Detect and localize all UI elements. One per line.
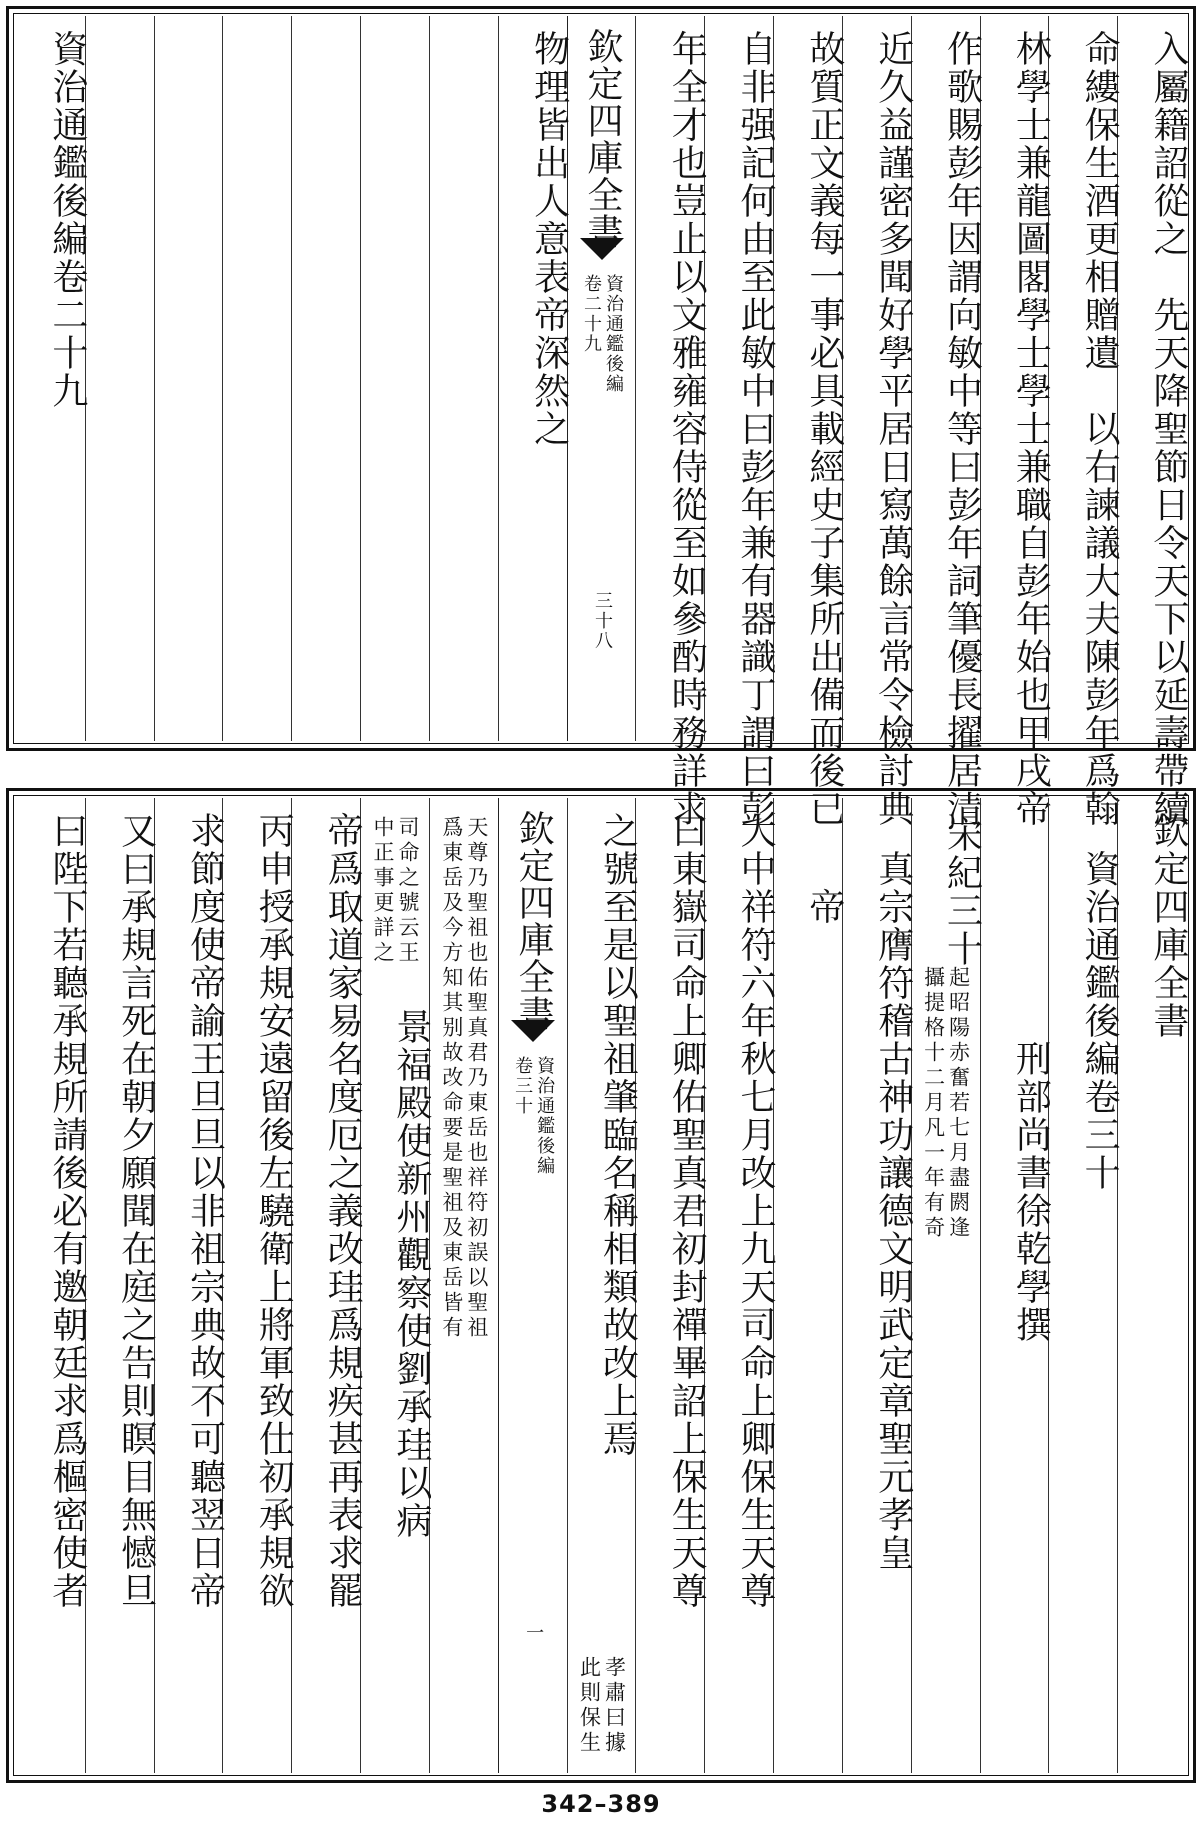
- column-text: 求節度使帝諭王旦旦以非祖宗典故不可聽翌日帝: [184, 812, 226, 1610]
- annotation-block: [430, 816, 498, 1341]
- annotation-left: 中正事更詳之: [371, 816, 396, 966]
- column-text: 故質正文義每一事必具載經史子集所出備而後已: [803, 30, 845, 828]
- lower-column-6: [773, 798, 845, 1773]
- lower-column-14: [222, 798, 295, 1773]
- banner-folio: 一: [523, 1623, 545, 1643]
- annotation-right: 司命之號云王: [396, 816, 421, 966]
- column-text: 真宗膺符稽古神功讓德文明武定章聖元孝皇: [872, 812, 914, 1572]
- lower-column-16: [85, 798, 157, 1773]
- column-text: 曰陛下若聽承規所請後必有邀朝廷求爲樞密使者: [46, 812, 88, 1610]
- column-text: 資治通鑑後編卷三十: [1079, 812, 1121, 1192]
- heading-annotation: [912, 966, 980, 1241]
- lower-column-5: [842, 798, 914, 1773]
- lower-column-7: [704, 798, 777, 1773]
- column-text: 年全才也豈止以文雅雍容侍從至如參酌時務詳求: [666, 30, 708, 828]
- banner-book-title: 資治通鑑後編: [534, 1056, 556, 1176]
- lower-column-9: [567, 798, 639, 1773]
- inline-annotation: [568, 1656, 636, 1756]
- banner-volume: 卷二十九: [580, 274, 602, 354]
- column-text: 景福殿使新州觀察使劉承珪以病: [390, 1008, 432, 1540]
- fishtail-mark: [511, 1020, 555, 1042]
- column-text: 之號至是以聖祖肇臨名稱相類故改上焉: [597, 812, 639, 1458]
- lower-column-11: [429, 798, 498, 1773]
- lower-column-15: [154, 798, 226, 1773]
- annotation-right: 起昭陽赤奮若七月盡閼逢: [946, 966, 971, 1241]
- lower-column-3: [980, 798, 1052, 1773]
- banner-volume: 卷三十: [512, 1056, 534, 1116]
- annotation-right: 孝肅曰據: [602, 1656, 627, 1756]
- lower-column-10: [498, 798, 567, 1773]
- annotation-left: 此則保生: [577, 1656, 602, 1756]
- column-text: 命縷保生酒更相贈遺 以右諫議大夫陳彭年爲翰: [1079, 30, 1121, 828]
- column-text: 物理皆出人意表帝深然之: [528, 30, 570, 448]
- column-text: 曰東嶽司命上卿佑聖真君初封禪畢詔上保生天尊: [666, 812, 708, 1610]
- lower-column-17: [16, 798, 88, 1773]
- banner-book-title: 資治通鑑後編: [602, 274, 624, 394]
- column-text: 帝爲取道家易名度厄之義改珪爲規疾甚再表求罷: [322, 812, 364, 1610]
- lower-column-2: [1048, 798, 1121, 1773]
- inline-annotation: [361, 816, 429, 966]
- banner-folio: 三十八: [591, 591, 613, 651]
- column-text: 又曰承規言死在朝夕願聞在庭之告則瞑目無憾旦: [115, 812, 157, 1610]
- column-text: 作歌賜彭年因謂向敏中等曰彭年詞筆優長擢居清: [941, 30, 983, 828]
- page-number: 342–389: [541, 1790, 661, 1818]
- annotation-right: 天尊乃聖祖也佑聖真君乃東岳也祥符初誤以聖祖: [464, 816, 489, 1341]
- chapter-heading: 宋紀三十: [941, 816, 983, 968]
- banner-title: 欽定四庫全書: [581, 28, 623, 250]
- column-text: 資治通鑑後編卷二十九: [46, 30, 88, 410]
- lower-column-1: [1117, 798, 1189, 1773]
- lower-column-12: [360, 798, 432, 1773]
- annotation-left: 攝提格十二月凡一年有奇: [921, 966, 946, 1241]
- annotation-left: 爲東岳及今方知其别故改命要是聖祖及東岳皆有: [439, 816, 464, 1341]
- column-text: 自非强記何由至此敏中曰彭年兼有器識丁謂曰彭: [735, 30, 777, 828]
- column-text: 帝: [803, 812, 845, 926]
- lower-column-13: [291, 798, 364, 1773]
- column-text: 林學士兼龍圖閣學士學士兼職自彭年始也甲戌帝: [1010, 30, 1052, 828]
- lower-column-8: [635, 798, 708, 1773]
- column-text: 大中祥符六年秋七月改上九天司命上卿保生天尊: [735, 812, 777, 1610]
- column-text: 丙申授承規安遠留後左驍衛上將軍致仕初承規欲: [253, 812, 295, 1610]
- column-text: 入屬籍詔從之 先天降聖節日令天下以延壽帶續: [1147, 30, 1189, 828]
- column-text: 近久益謹密多聞好學平居日寫萬餘言常令檢討典: [872, 30, 914, 828]
- lower-column-4: [911, 798, 983, 1773]
- banner-title: 欽定四庫全書: [513, 810, 555, 1032]
- column-text: 刑部尚書徐乾學撰: [1010, 812, 1052, 1344]
- column-text: 欽定四庫全書: [1147, 812, 1189, 1040]
